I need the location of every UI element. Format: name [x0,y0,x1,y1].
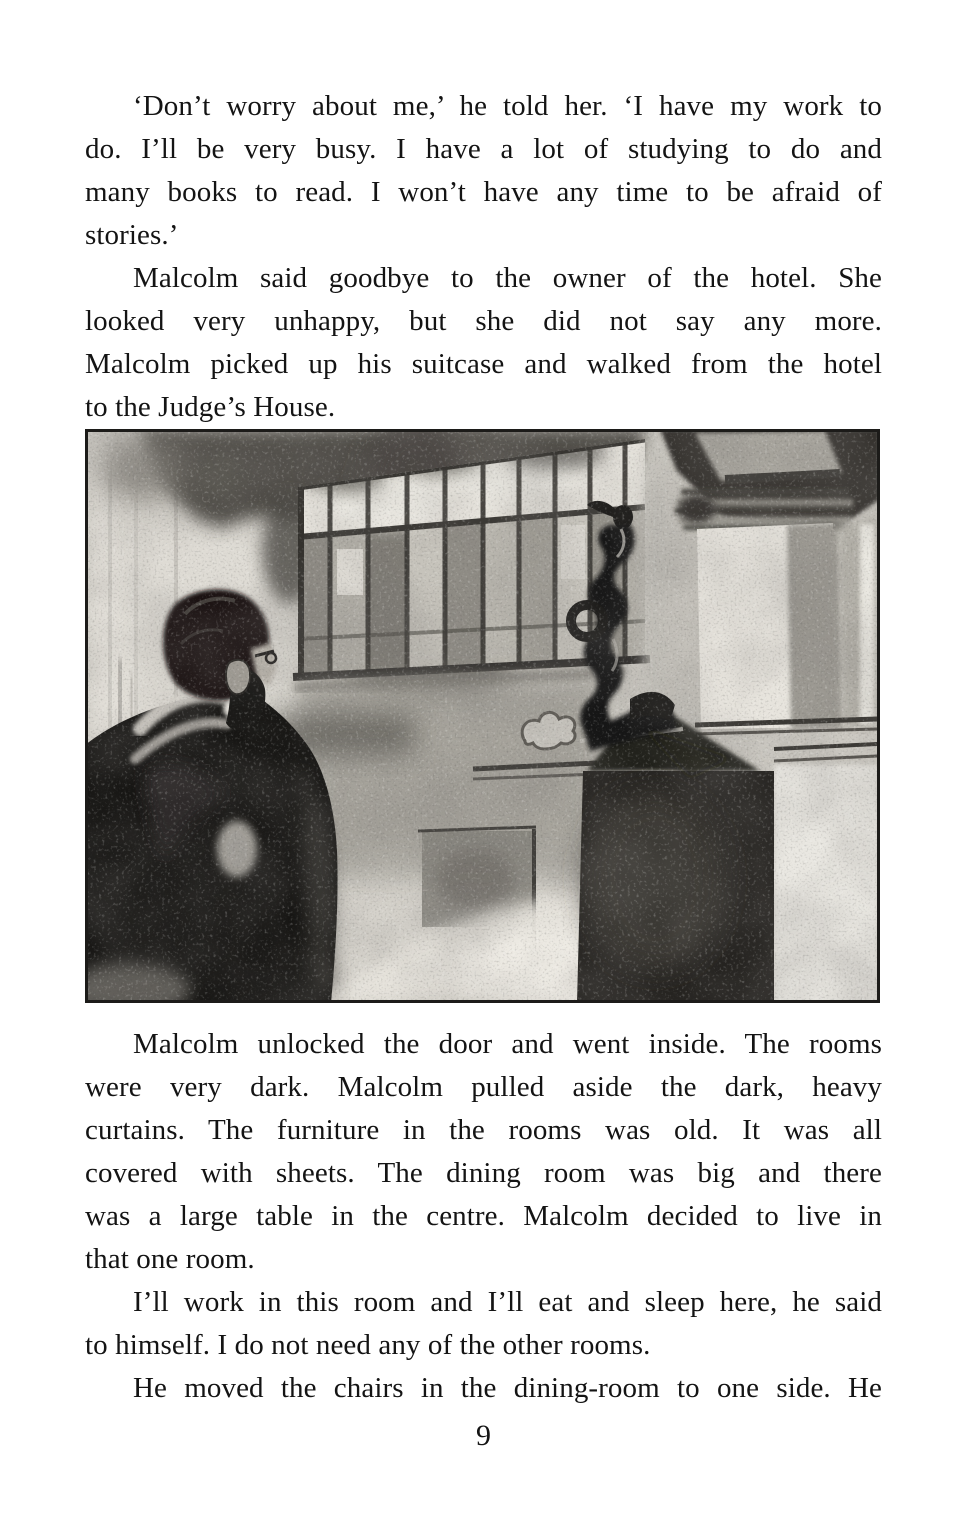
text-line: to himself. I do not need any of the other rooms. [85,1329,651,1361]
text-line: was a large table in the centre. Malcolm decided to live in [85,1200,882,1232]
text-line: Malcolm unlocked the door and went inside. The rooms [133,1028,882,1060]
paragraph [85,85,882,257]
text-line: I’ll work in this room and I’ll eat and sleep here, he said [133,1286,882,1318]
text-line: were very dark. Malcolm pulled aside the dark, heavy [85,1071,882,1103]
paragraph [85,1023,882,1281]
illustration [85,429,880,1003]
text-line: covered with sheets. The dining room was big and there [85,1157,882,1189]
text-line: looked very unhappy, but she did not say any more. [85,305,882,337]
text-line: Malcolm said goodbye to the owner of the hotel. She [133,262,882,294]
text-line: stories.’ [85,219,179,251]
text-line: curtains. The furniture in the rooms was old. It was all [85,1114,882,1146]
text-line: many books to read. I won’t have any time to be afraid of [85,176,882,208]
paragraph [85,1367,882,1410]
text-block-bottom [85,1023,882,1410]
text-block-top [85,0,882,429]
text-line: ‘Don’t worry about me,’ he told her. ‘I have my work to [133,90,882,122]
paragraph [85,1281,882,1367]
text-line: do. I’ll be very busy. I have a lot of studying to do and [85,133,882,165]
page-number: 9 [476,1419,491,1452]
text-line: He moved the chairs in the dining-room to one side. He [133,1372,882,1404]
text-line: Malcolm picked up his suitcase and walked from the hotel [85,348,882,380]
illustration-figure [85,429,880,1003]
text-line: to the Judge’s House. [85,391,336,423]
ink-specks [85,429,880,1003]
paragraph [85,257,882,429]
text-line: that one room. [85,1243,255,1275]
